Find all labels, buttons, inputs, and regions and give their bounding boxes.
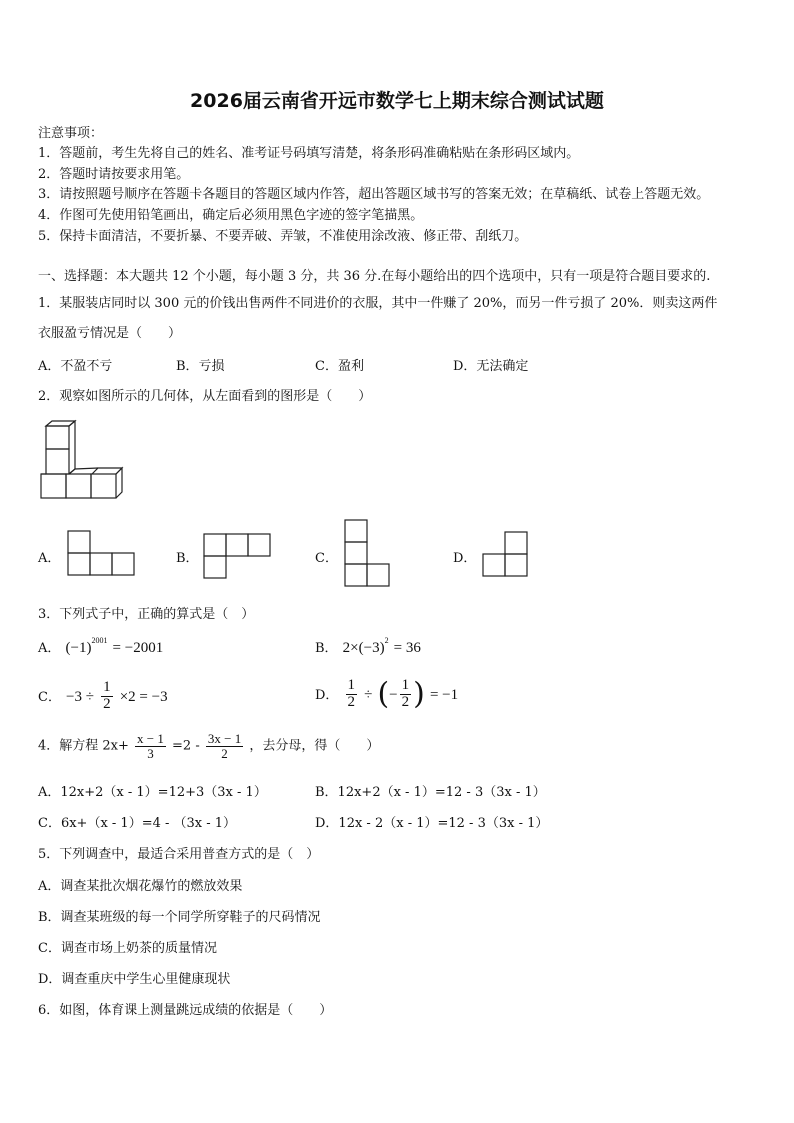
q3-d-fraction-1 xyxy=(346,678,358,711)
q4-suffix: ，去分母，得（ ） xyxy=(249,738,380,754)
q3-d-numerator-2: 1 xyxy=(401,677,410,693)
q3-d-minus: − xyxy=(389,686,398,703)
notice-item-5: 5．保持卡面清洁，不要折暴、不要弄破、弄皱，不准使用涂改液、修正带、刮纸刀。 xyxy=(38,229,528,244)
q5-option-c: C．调查市场上奶茶的质量情况 xyxy=(38,941,217,956)
q3-d-denominator-1: 2 xyxy=(347,693,356,710)
q3-c-pre: −3 ÷ xyxy=(66,688,94,705)
notice-item-1: 1．答题前，考生先将自己的姓名、准考证号码填写清楚，将条形码准确粘贴在条形码区域内。 xyxy=(38,146,580,161)
q3-a-exponent: 2001 xyxy=(91,636,108,645)
q3-d-numerator-1: 1 xyxy=(347,677,356,693)
q3-c-result: ×2 = −3 xyxy=(119,688,168,705)
q3-c-fraction xyxy=(101,680,113,713)
q2-option-a-figure xyxy=(68,530,138,578)
q1-option-d: D．无法确定 xyxy=(453,359,529,374)
section-heading: 一、选择题：本大题共 12 个小题，每小题 3 分，共 36 分.在每小题给出的四个选项中，只有一项是符合题目要求的. xyxy=(38,269,711,284)
q3-d-result: = −1 xyxy=(429,686,459,703)
q3-d-denominator-2: 2 xyxy=(401,693,410,710)
q4-numerator-1: x − 1 xyxy=(137,731,164,746)
q5-option-b: B．调查某班级的每一个同学所穿鞋子的尺码情况 xyxy=(38,910,321,925)
q4-option-d: D．12x - 2（x - 1）=12 - 3（3x - 1） xyxy=(315,816,549,831)
q2-option-c-figure xyxy=(345,520,395,590)
q3-d-divide: ÷ xyxy=(364,686,373,703)
q3-b-exponent: 2 xyxy=(384,636,389,645)
q2-option-b-figure xyxy=(204,534,274,582)
q1-option-c: C．盈利 xyxy=(315,359,364,374)
q4-fraction-1 xyxy=(135,732,166,760)
q4-fraction-2 xyxy=(206,732,243,760)
q3-a-result: = −2001 xyxy=(112,640,164,656)
q3-option-a xyxy=(38,636,163,657)
q3-b-result: = 36 xyxy=(393,640,421,656)
q3-option-b xyxy=(315,636,421,657)
q2-label-b: B． xyxy=(176,551,199,566)
q5-text: 5．下列调查中，最适合采用普查方式的是（ ） xyxy=(38,847,320,862)
q3-c-denominator: 2 xyxy=(103,695,111,712)
q3-d-fraction-2 xyxy=(400,678,412,711)
q4-option-b: B．12x+2（x - 1）=12 - 3（3x - 1） xyxy=(315,785,546,800)
q2-label-c: C． xyxy=(315,551,338,566)
q2-text: 2．观察如图所示的几何体，从左面看到的图形是（ ） xyxy=(38,389,372,404)
notice-heading: 注意事项： xyxy=(38,126,104,141)
q1-option-b: B．亏损 xyxy=(176,359,225,374)
q5-option-a: A．调查某批次烟花爆竹的燃放效果 xyxy=(38,879,243,894)
notice-item-2: 2．答题时请按要求用笔。 xyxy=(38,167,190,182)
q4-option-c: C．6x+（x - 1）=4 - （3x - 1） xyxy=(38,816,237,831)
q4-middle: =2 - xyxy=(172,738,200,754)
q2-option-d-figure xyxy=(483,532,533,582)
notice-item-3: 3．请按照题号顺序在答题卡各题目的答题区域内作答，超出答题区域书写的答案无效；在草稿纸、试卷上答题无效。 xyxy=(38,187,710,202)
q4-numerator-2: 3x − 1 xyxy=(207,731,242,746)
q3-b-base: 2×(−3) xyxy=(342,640,385,656)
q3-label-d: D． xyxy=(315,687,339,703)
q4-text xyxy=(38,732,379,760)
q1-text-line2: 衣服盈亏情况是（ ） xyxy=(38,326,182,341)
q2-label-d: D． xyxy=(453,551,477,566)
q3-c-numerator: 1 xyxy=(103,679,111,695)
page-title: 2026届云南省开远市数学七上期末综合测试试题 xyxy=(190,90,604,112)
q1-option-a: A．不盈不亏 xyxy=(38,359,113,374)
q1-text-line1: 1．某服装店同时以 300 元的价钱出售两件不同进价的衣服，其中一件赚了 20%，而另一件亏损了 20%．则卖这两件 xyxy=(38,296,718,311)
q2-label-a: A． xyxy=(38,551,61,566)
q3-a-base: (−1) xyxy=(65,640,92,656)
q4-denominator-2: 2 xyxy=(221,745,228,761)
q3-text: 3．下列式子中，正确的算式是（ ） xyxy=(38,607,255,622)
q4-denominator-1: 3 xyxy=(147,745,154,761)
q3-label-a: A． xyxy=(38,641,61,656)
q4-prefix: 4．解方程 2x+ xyxy=(38,738,129,754)
q3-option-c xyxy=(38,680,168,713)
solid-figure xyxy=(38,420,128,502)
q3-label-b: B． xyxy=(315,641,338,656)
q3-label-c: C． xyxy=(38,689,61,705)
q3-option-d: D． $\frac{1}{2}$ ÷ (− $\frac{1}{2}$ ) = −1 xyxy=(315,676,459,712)
notice-item-4: 4．作图可先使用铅笔画出，确定后必须用黑色字迹的签字笔描黑。 xyxy=(38,208,424,223)
q5-option-d: D．调查重庆中学生心里健康现状 xyxy=(38,972,231,987)
q6-text: 6．如图，体育课上测量跳远成绩的依据是（ ） xyxy=(38,1003,333,1018)
q4-option-a: A．12x+2（x - 1）=12+3（3x - 1） xyxy=(38,785,267,800)
